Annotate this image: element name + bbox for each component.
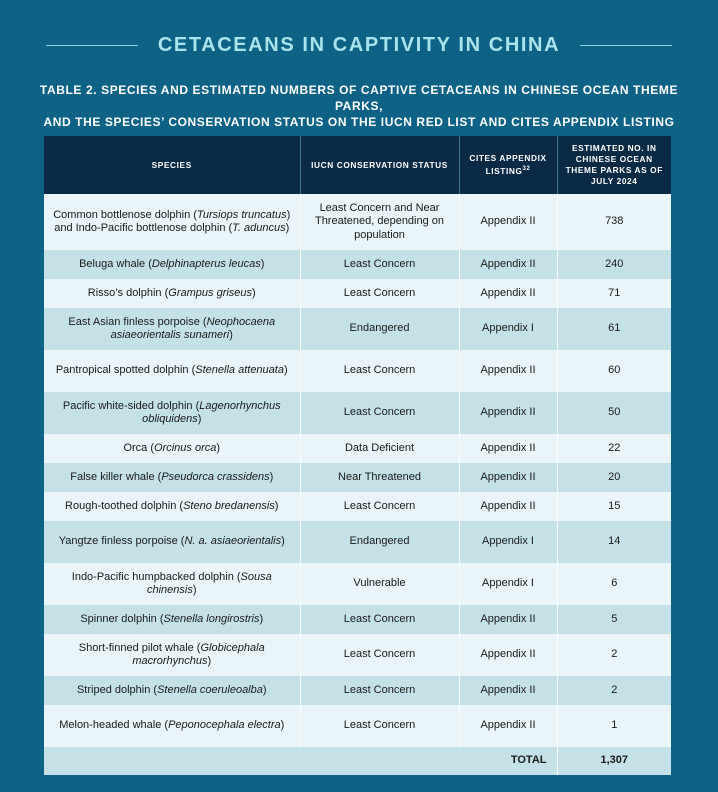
title-row — [0, 30, 718, 60]
title-rule-left — [46, 45, 138, 46]
scientific-name: Tursiops truncatus — [196, 208, 287, 221]
cell-species — [44, 605, 300, 634]
scientific-name: Stenella coeruleoalba — [157, 683, 263, 696]
species-text: Pantropical spotted dolphin ( — [55, 364, 196, 377]
cell-estimated-number: 6 — [557, 563, 671, 605]
table-row — [44, 194, 671, 250]
scientific-name: Delphinapterus leucas — [151, 257, 261, 270]
species-text: ) — [260, 257, 265, 270]
column-header-species: SPECIES — [44, 136, 300, 194]
total-label: TOTAL — [44, 747, 557, 775]
cell-cites-listing: Appendix II — [459, 350, 557, 392]
footnote-ref-32: 32 — [522, 166, 531, 173]
cell-iucn-status: Least Concern — [300, 492, 459, 521]
species-text: ) — [207, 655, 212, 667]
column-header-cites-listing — [459, 136, 557, 194]
scientific-name: Globicephala macrorhynchus — [132, 641, 265, 667]
scientific-name: Sousa chinensis — [146, 570, 272, 596]
cell-iucn-status: Endangered — [300, 521, 459, 563]
cell-estimated-number: 15 — [557, 492, 671, 521]
cell-estimated-number: 71 — [557, 279, 671, 308]
scientific-name: Pseudorca crassidens — [161, 470, 270, 483]
species-text: ) — [229, 329, 233, 341]
table-caption-line-2: AND THE SPECIES’ CONSERVATION STATUS ON THE IUCN RED LIST AND CITES APPENDIX LISTING — [43, 115, 675, 129]
cell-cites-listing: Appendix I — [459, 308, 557, 350]
cell-iucn-status: Near Threatened — [300, 463, 459, 492]
table-row — [44, 605, 671, 634]
cell-estimated-number: 2 — [557, 676, 671, 705]
table-row — [44, 563, 671, 605]
cell-species — [44, 563, 300, 605]
table-header-row — [44, 136, 671, 194]
cell-cites-listing: Appendix II — [459, 705, 557, 747]
species-text: ) — [216, 441, 221, 454]
species-text: Beluga whale ( — [79, 257, 152, 270]
table-row — [44, 634, 671, 676]
cell-species — [44, 308, 300, 350]
cell-cites-listing: Appendix II — [459, 676, 557, 705]
species-text: ) — [283, 364, 288, 377]
cell-estimated-number: 22 — [557, 434, 671, 463]
species-text: Yangtze finless porpoise ( — [58, 535, 185, 548]
cell-iucn-status: Least Concern — [300, 634, 459, 676]
table-row — [44, 392, 671, 434]
title-rule-right — [580, 45, 672, 46]
cell-estimated-number: 738 — [557, 194, 671, 250]
scientific-name: N. a. asiaeorientalis — [184, 535, 282, 548]
cell-iucn-status: Least Concern — [300, 676, 459, 705]
cell-species — [44, 634, 300, 676]
species-text: Short-finned pilot whale ( — [78, 641, 201, 654]
cell-iucn-status: Least Concern — [300, 250, 459, 279]
cell-species — [44, 705, 300, 747]
table-row — [44, 434, 671, 463]
species-text: ) — [285, 222, 290, 234]
table-caption-line-1: TABLE 2. SPECIES AND ESTIMATED NUMBERS OF CAPTIVE CETACEANS IN CHINESE OCEAN THEME PARKS, — [39, 83, 679, 113]
column-header-iucn-status: IUCN CONSERVATION STATUS — [300, 136, 459, 194]
table-row — [44, 705, 671, 747]
table-caption — [20, 82, 698, 130]
table-row — [44, 279, 671, 308]
table-row — [44, 676, 671, 705]
species-text: Striped dolphin ( — [76, 683, 158, 696]
cell-iucn-status: Least Concern — [300, 350, 459, 392]
cell-iucn-status: Least Concern — [300, 279, 459, 308]
scientific-name: Grampus griseus — [168, 286, 253, 299]
cell-iucn-status: Least Concern and Near Threatened, depending on population — [300, 194, 459, 250]
scientific-name: Orcinus orca — [154, 441, 217, 454]
table-row — [44, 308, 671, 350]
cell-cites-listing: Appendix II — [459, 250, 557, 279]
species-text: Indo-Pacific humpbacked dolphin ( — [71, 570, 241, 583]
cell-estimated-number: 240 — [557, 250, 671, 279]
page-title: CETACEANS IN CAPTIVITY IN CHINA — [157, 33, 561, 56]
species-text: Risso’s dolphin ( — [87, 286, 169, 299]
cell-species — [44, 676, 300, 705]
scientific-name: Neophocaena asiaeorientalis sunameri — [110, 315, 276, 341]
table-total-row — [44, 747, 671, 775]
cell-estimated-number: 14 — [557, 521, 671, 563]
species-text: ) — [280, 719, 285, 732]
cell-iucn-status: Least Concern — [300, 605, 459, 634]
table-row — [44, 350, 671, 392]
table-row — [44, 492, 671, 521]
scientific-name: T. aduncus — [232, 222, 286, 234]
cell-cites-listing: Appendix I — [459, 563, 557, 605]
cell-species — [44, 463, 300, 492]
table-body — [44, 194, 671, 747]
cell-iucn-status: Data Deficient — [300, 434, 459, 463]
cites-header-label: CITES APPENDIX LISTING — [469, 153, 547, 176]
cell-estimated-number: 60 — [557, 350, 671, 392]
cell-estimated-number: 20 — [557, 463, 671, 492]
cell-estimated-number: 50 — [557, 392, 671, 434]
scientific-name: Lagenorhynchus obliquidens — [142, 399, 281, 425]
species-text: ) — [262, 683, 267, 696]
species-text: Common bottlenose dolphin ( — [53, 208, 197, 221]
scientific-name: Stenella attenuata — [195, 364, 284, 377]
scientific-name: Peponocephala electra — [168, 719, 281, 732]
cell-cites-listing: Appendix II — [459, 392, 557, 434]
species-text: ) — [197, 413, 202, 425]
cell-estimated-number: 61 — [557, 308, 671, 350]
cell-species — [44, 492, 300, 521]
cell-cites-listing: Appendix II — [459, 434, 557, 463]
cell-cites-listing: Appendix II — [459, 492, 557, 521]
cell-estimated-number: 2 — [557, 634, 671, 676]
species-text: ) — [192, 584, 197, 596]
cell-species — [44, 279, 300, 308]
cell-cites-listing: Appendix II — [459, 279, 557, 308]
cell-iucn-status: Least Concern — [300, 392, 459, 434]
species-text: ) — [269, 470, 274, 483]
column-header-estimated-number: ESTIMATED NO. IN CHINESE OCEAN THEME PARKS AS OF JULY 2024 — [557, 136, 671, 194]
species-text: ) — [252, 286, 256, 299]
cell-iucn-status: Least Concern — [300, 705, 459, 747]
cell-species — [44, 350, 300, 392]
species-table — [44, 136, 671, 775]
cell-estimated-number: 1 — [557, 705, 671, 747]
cell-cites-listing: Appendix I — [459, 521, 557, 563]
cell-iucn-status: Vulnerable — [300, 563, 459, 605]
scientific-name: Stenella longirostris — [163, 612, 260, 625]
cell-species — [44, 392, 300, 434]
species-text: ) — [259, 612, 264, 625]
species-text: Orca ( — [123, 441, 155, 454]
species-text: ) — [281, 535, 285, 548]
cell-estimated-number: 5 — [557, 605, 671, 634]
cell-species — [44, 434, 300, 463]
species-text: Spinner dolphin ( — [80, 612, 164, 625]
cell-iucn-status: Endangered — [300, 308, 459, 350]
table-row — [44, 521, 671, 563]
cell-cites-listing: Appendix II — [459, 634, 557, 676]
species-text: ) and Indo-Pacific bottlenose dolphin ( — [54, 208, 291, 234]
species-text: ) — [274, 499, 279, 512]
species-text: East Asian finless porpoise ( — [68, 315, 207, 328]
total-value: 1,307 — [557, 747, 671, 775]
scientific-name: Steno bredanensis — [183, 499, 275, 512]
cell-cites-listing: Appendix II — [459, 605, 557, 634]
cell-cites-listing: Appendix II — [459, 194, 557, 250]
cell-species — [44, 194, 300, 250]
species-text: Melon-headed whale ( — [59, 719, 169, 732]
cell-cites-listing: Appendix II — [459, 463, 557, 492]
species-text: Rough-toothed dolphin ( — [65, 499, 184, 512]
table-row — [44, 250, 671, 279]
table-row — [44, 463, 671, 492]
cell-species — [44, 250, 300, 279]
cell-species — [44, 521, 300, 563]
species-text: False killer whale ( — [70, 470, 162, 483]
species-text: Pacific white-sided dolphin ( — [62, 399, 200, 412]
